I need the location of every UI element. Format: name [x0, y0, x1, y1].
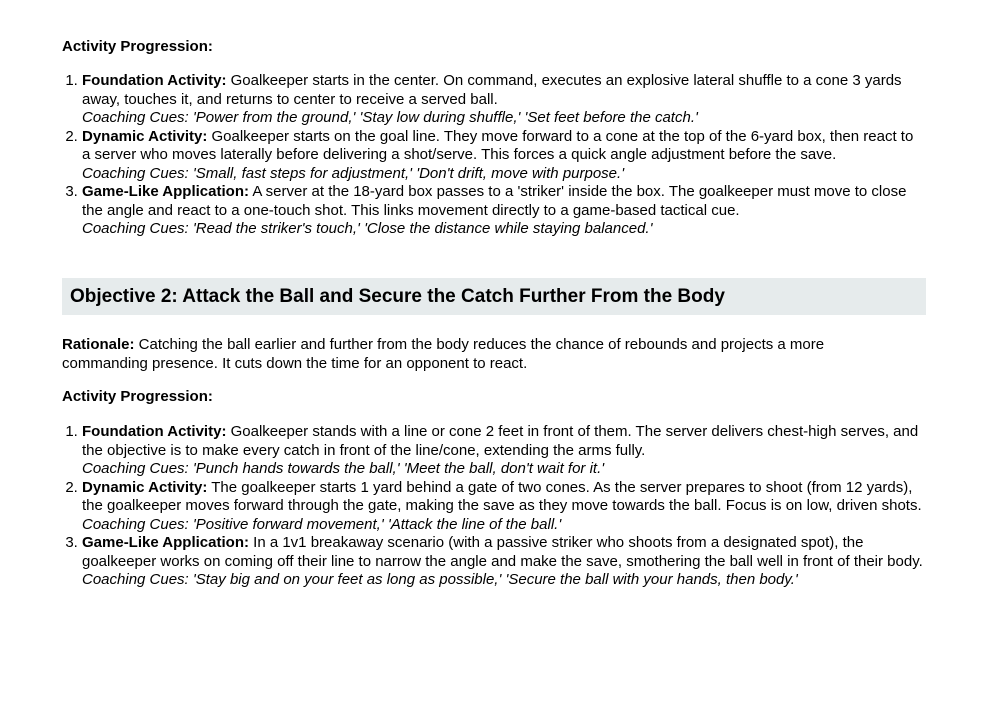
activity-progression-heading: Activity Progression:: [62, 38, 213, 55]
list-item: [82, 183, 924, 239]
item-body: Goalkeeper stands with a line or cone 2 feet in front of them. The server delivers chest-high serves, and the objective is to make every catch in front of the line/cone, extending the arms fully.: [82, 423, 919, 459]
coaching-cues: Coaching Cues: 'Read the striker's touch,' 'Close the distance while staying balanced.': [82, 220, 653, 237]
objective-title: Objective 2: Attack the Ball and Secure the Catch Further From the Body: [70, 285, 725, 307]
coaching-cues: Coaching Cues: 'Positive forward movement,' 'Attack the line of the ball.': [82, 515, 562, 533]
item-body: Goalkeeper starts in the center. On command, executes an explosive lateral shuffle to a cone 3 yards away, touches it, and returns to center to receive a served ball.: [82, 72, 902, 108]
list-item: [82, 128, 924, 184]
item-body: The goalkeeper starts 1 yard behind a gate of two cones. As the server prepares to shoot (from 12 yards), the goalkeeper moves forward through the gate, making the save as they move towards the ball. Focus is on low, driven shots.: [82, 478, 922, 514]
coaching-cues: Coaching Cues: 'Punch hands towards the ball,' 'Meet the ball, don't wait for it.': [82, 460, 605, 477]
activity-list: [62, 423, 924, 590]
activity-progression-heading: Activity Progression:: [62, 388, 213, 405]
coaching-cues: Coaching Cues: 'Small, fast steps for adjustment,' 'Don't drift, move with purpose.': [82, 164, 625, 182]
item-body: A server at the 18-yard box passes to a 'striker' inside the box. The goalkeeper must move to close the angle and react to a one-touch shot. This links movement directly to a game-based tactical cue.: [82, 183, 907, 219]
item-title: Foundation Activity:: [82, 423, 227, 440]
rationale-paragraph: [62, 336, 912, 373]
item-title: Dynamic Activity:: [82, 127, 208, 145]
item-title: Dynamic Activity:: [82, 478, 208, 496]
objective-heading-band: [62, 278, 926, 315]
rationale-label: Rationale:: [62, 336, 135, 353]
activity-list: [62, 72, 924, 239]
item-title: Game-Like Application:: [82, 183, 249, 200]
item-title: Game-Like Application:: [82, 534, 249, 551]
list-item: [82, 72, 924, 128]
item-title: Foundation Activity:: [82, 72, 227, 89]
item-body: Goalkeeper starts on the goal line. They move forward to a cone at the top of the 6-yard box, then react to a server who moves laterally before delivering a shot/serve. This forces a quick angle adjustment before the save.: [82, 127, 914, 163]
coaching-cues: Coaching Cues: 'Stay big and on your feet as long as possible,' 'Secure the ball with your hands, then body.': [82, 571, 798, 588]
list-item: [82, 423, 924, 479]
coaching-cues: Coaching Cues: 'Power from the ground,' 'Stay low during shuffle,' 'Set feet before the catch.': [82, 109, 698, 126]
rationale-text: Catching the ball earlier and further from the body reduces the chance of rebounds and projects a more commanding presence. It cuts down the time for an opponent to react.: [62, 336, 825, 372]
item-body: In a 1v1 breakaway scenario (with a passive striker who shoots from a designated spot), the goalkeeper works on coming off their line to narrow the angle and make the save, smothering the ball well in front of their body.: [82, 534, 923, 570]
list-item: [82, 479, 924, 535]
list-item: [82, 534, 924, 590]
